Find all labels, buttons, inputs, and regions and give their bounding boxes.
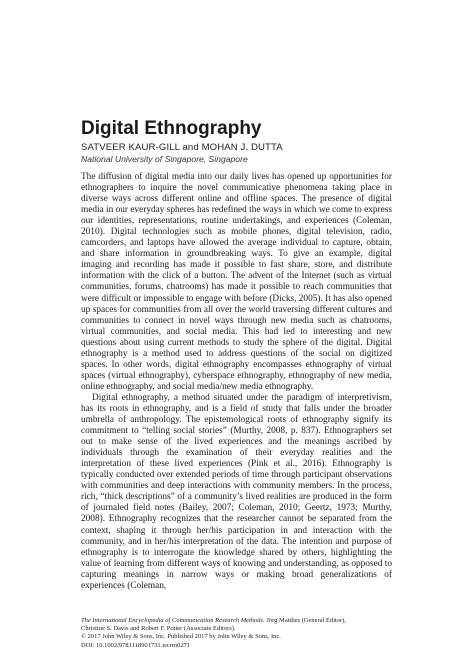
author-affiliation: National University of Singapore, Singapore: [81, 154, 248, 164]
body-paragraph-1: The diffusion of digital media into our daily lives has opened up opportunities for ethnographers to inquire the novel communicative phenomena taking place in diverse ways across different online and offline spaces. The presence of digital media in our everyday spheres has redefined the ways in which we come to express our identities, representations, routine undertakings, and experiences (Coleman, 2010). Digital technologies such as mobile phones, digital television, radio, camcorders, and laptops have allowed the average individual to capture, obtain, and share information in groundbreaking ways. To give an example, digital imaging and recording has made it possible to fast share, store, and distribute information with the click of a button. The advent of the Internet (such as virtual communities, forums, chatrooms) has made it possible to reach communities that were difficult or impossible to engage with before (Dicks, 2005). It has also opened up spaces for communities from all over the world traversing different cultures and communities to connect in novel ways through new media such as chatrooms, virtual communities, and social media. This had led to interesting and new questions about using current methods to study the sphere of the digital. Digital ethnography is a method used to address questions of the social on digitized spaces. In other words, digital ethnography encompasses ethnography of virtual spaces (virtual ethnography), cyberspace ethnography, ethnography of new media, online ethnography, and social media/new media ethnography.: [81, 172, 392, 392]
footer-editors-associate: Christine S. Davis and Robert F. Potter (Associate Editors).: [81, 625, 236, 633]
footer-journal-title: The International Encyclopedia of Communication Research Methods.: [81, 617, 265, 624]
footer-doi: DOI: 10.1002/9781118901731.iecrm0271: [81, 641, 191, 649]
footer-source-line: [81, 617, 411, 625]
body-paragraph-2: Digital ethnography, a method situated under the paradigm of interpretivism, has its roots in ethnography, and is a field of study that falls under the broader umbrella of anthropology. The epistemological roots of ethnography signify its commitment to “telling social stories” (Murthy, 2008, p. 837). Ethnographers set out to make sense of the lived experiences and the meanings ascribed by individuals through the examination of their everyday realities and the interpretation of these lived experiences (Pink et al., 2016). Ethnography is typically conducted over extended periods of time through participant observations with communities and deep interactions with community members. In the process, rich, “thick descriptions” of a community’s lived realities are produced in the form of journaled field notes (Bailey, 2007; Coleman, 2010; Geertz, 1973; Murthy, 2008). Ethnography recognizes that the researcher cannot be separated from the context, shaping it through her/his participation in and interaction with the community, and in her/his interpretation of the data. The intention and purpose of ethnography is to interrogate the knowledge shared by others, highlighting the value of learning from different ways of knowing and understanding, as opposed to capturing meanings in narrow ways or making broad generalizations of experiences (Coleman,: [81, 392, 392, 591]
article-authors: SATVEER KAUR-GILL and MOHAN J. DUTTA: [81, 142, 283, 153]
footer-copyright: © 2017 John Wiley & Sons, Inc. Published 2017 by John Wiley & Sons, Inc.: [81, 633, 281, 641]
citation-footer: [81, 617, 411, 650]
footer-editors-general: Jörg Matthes (General Editor),: [264, 617, 347, 624]
article-body: [81, 172, 392, 592]
article-title: Digital Ethnography: [81, 118, 262, 139]
